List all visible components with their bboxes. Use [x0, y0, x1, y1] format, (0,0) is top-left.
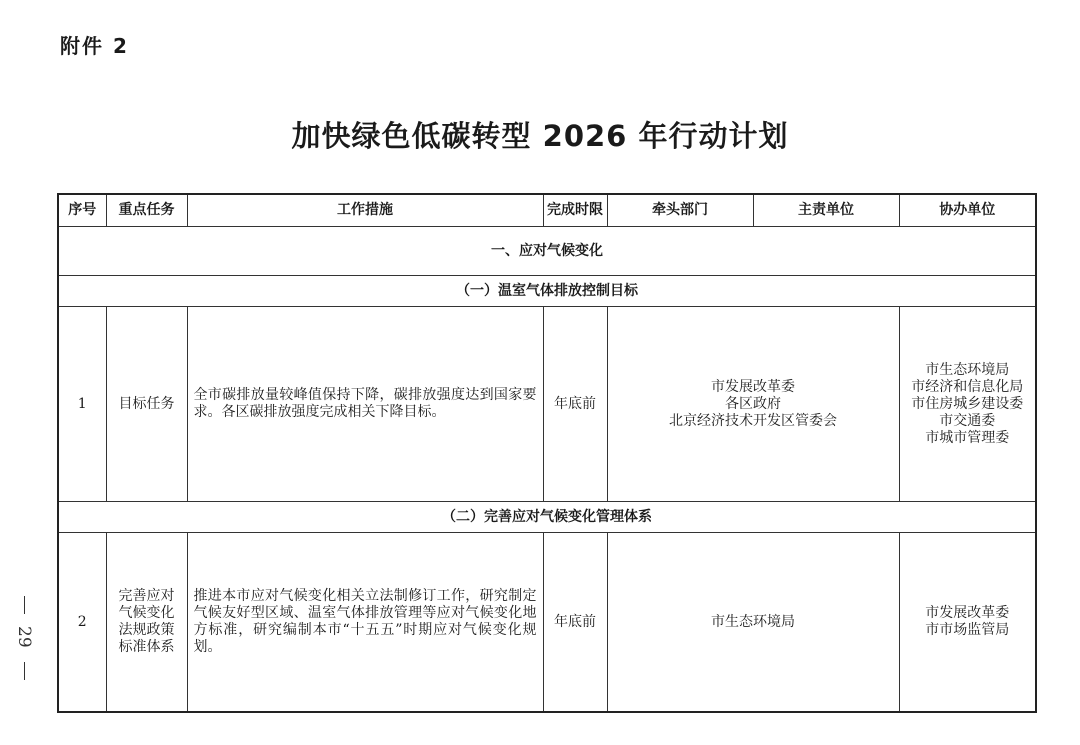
column-header-assist: 协办单位	[899, 194, 1036, 227]
table-row	[58, 307, 1036, 502]
row-lead	[607, 307, 899, 502]
row-lead	[607, 533, 899, 713]
row-task: 目标任务	[106, 307, 187, 502]
page-number: 29	[14, 626, 34, 648]
row-deadline: 年底前	[543, 307, 607, 502]
lead-unit: 市发展改革委	[711, 378, 795, 395]
subsection-heading: （一）温室气体排放控制目标	[58, 276, 1036, 307]
column-header-responsible: 主责单位	[753, 194, 899, 227]
assist-unit: 市城市管理委	[925, 429, 1010, 446]
page-number-dash-top	[24, 596, 25, 614]
row-deadline: 年底前	[543, 533, 607, 713]
column-header-measures: 工作措施	[187, 194, 543, 227]
page-number-marker	[10, 596, 40, 696]
column-header-deadline: 完成时限	[543, 194, 607, 227]
row-assist	[899, 533, 1036, 713]
table-header-row	[58, 194, 1036, 227]
row-task: 完善应对气候变化法规政策标准体系	[106, 533, 187, 713]
section-row	[58, 227, 1036, 276]
row-assist	[899, 307, 1036, 502]
section-heading: 一、应对气候变化	[58, 227, 1036, 276]
action-plan-table	[57, 193, 1037, 713]
page-number-dash-bottom	[24, 662, 25, 680]
row-measures: 推进本市应对气候变化相关立法制修订工作，研究制定气候友好型区域、温室气体排放管理等应对气候变化地方标准，研究编制本市“十五五”时期应对气候变化规划。	[187, 533, 543, 713]
assist-unit: 市发展改革委	[925, 605, 1010, 621]
subsection-row	[58, 276, 1036, 307]
document-title: 加快绿色低碳转型 2026 年行动计划	[291, 119, 789, 153]
table-row	[58, 533, 1036, 713]
attachment-label: 附件 2	[60, 34, 129, 58]
lead-unit: 各区政府	[725, 395, 781, 412]
assist-unit: 市生态环境局	[925, 361, 1010, 378]
column-header-no: 序号	[58, 194, 106, 227]
lead-unit: 市生态环境局	[711, 613, 795, 630]
row-measures: 全市碳排放量较峰值保持下降，碳排放强度达到国家要求。各区碳排放强度完成相关下降目标。	[187, 307, 543, 502]
column-header-lead: 牵头部门	[607, 194, 753, 227]
row-no: 2	[58, 533, 106, 713]
subsection-row	[58, 502, 1036, 533]
assist-unit: 市经济和信息化局	[911, 378, 1024, 395]
column-header-task: 重点任务	[106, 194, 187, 227]
lead-unit: 北京经济技术开发区管委会	[669, 412, 837, 429]
assist-unit: 市市场监管局	[925, 622, 1010, 638]
row-no: 1	[58, 307, 106, 502]
subsection-heading: （二）完善应对气候变化管理体系	[58, 502, 1036, 533]
assist-unit: 市交通委	[939, 412, 996, 429]
assist-unit: 市住房城乡建设委	[911, 395, 1024, 412]
